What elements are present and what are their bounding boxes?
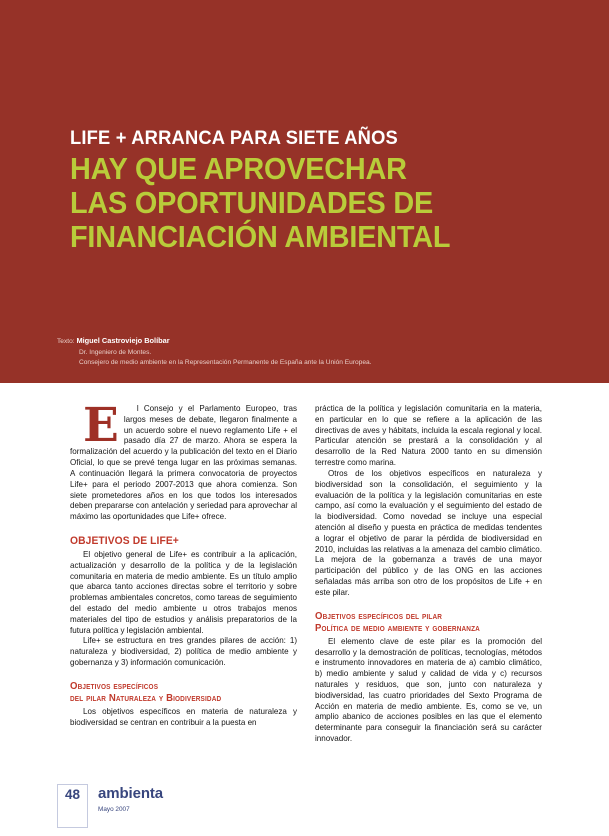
footer-brand-block: [98, 784, 163, 815]
section-heading-politica-gobernanza: [315, 611, 524, 635]
page-footer: [57, 784, 357, 832]
magazine-title: ambienta: [98, 785, 164, 802]
paragraph-otros-objetivos: Otros de los objetivos específicos en naturaleza y biodiversidad son la consolidación, el seguimiento y la evaluación de la política y la legislación comunitarias en este campo, así como la evaluación y el seguimiento del estado de la biodiversidad. Como novedad se incluye una especial atención al diseño y puesta en práctica de medidas tendentes a lograr el objetivo de parar la pérdida de biodiversidad en 2010, incluidas las relativas a la amenaza del cambio climático. La mejora de la gobernanza a través de una mayor participación del público y de las ONG en las acciones señaladas más arriba son otro de los propósitos de Life + en este pilar.: [315, 468, 542, 597]
page-number: 48: [64, 787, 81, 802]
byline-author-row: [57, 335, 372, 348]
issue-date: Mayo 2007: [98, 806, 130, 813]
article-body: [70, 398, 542, 794]
paragraph-pilares: Life+ se estructura en tres grandes pilares de acción: 1) naturaleza y biodiversidad, 2) política de medio ambiente y gobernanza y 3) información comunicación.: [70, 636, 297, 668]
banner-text-block: [70, 128, 569, 254]
article-kicker: LIFE + ARRANCA PARA SIETE AÑOS: [70, 127, 398, 149]
section-heading-line-1: Objetivos específicos: [70, 680, 159, 692]
section-heading-line-2: del pilar Naturaleza y Biodiversidad: [70, 692, 222, 704]
paragraph-naturaleza-intro: Los objetivos específicos en materia de naturaleza y biodiversidad se centran en contribuir a la puesta en: [70, 706, 297, 727]
section-heading-objetivos-life: OBJETIVOS DE LIFE+: [70, 534, 179, 547]
article-headline: [70, 152, 534, 253]
headline-line-3: FINANCIACIÓN AMBIENTAL: [70, 219, 451, 255]
byline: [57, 335, 372, 369]
paragraph-practica-politica: práctica de la política y legislación comunitaria en la materia, en particular en lo que se refiere a la aplicación de las directivas de aves y hábitats, incluida la escala regional y local. Particular atención se prestará a la consolidación y al desarrollo de la Red Natura 2000 tanto en su dimensión terrestre como marina.: [315, 404, 542, 468]
paragraph-intro: [70, 398, 297, 523]
byline-author-name: Miguel Castroviejo Bolíbar: [76, 336, 170, 345]
article-column-left: [70, 398, 297, 729]
headline-line-1: HAY QUE APROVECHAR: [70, 151, 407, 187]
byline-affiliation: Consejero de medio ambiente en la Representación Permanente de España ante la Unión Europea.: [79, 359, 372, 367]
section-heading-line-2: Política de medio ambiente y gobernanza: [315, 622, 480, 634]
masthead-banner: [0, 0, 609, 383]
drop-cap-letter: E: [83, 398, 118, 453]
paragraph-intro-text: l Consejo y el Parlamento Europeo, tras largos meses de debate, llegaron finalmente a un acuerdo sobre el nuevo reglamento Life + el pasado día 27 de marzo. Ahora se espera la formalización del acuerdo y la publicación del texto en el Diario Oficial, lo que se prevé tenga lugar en las próximas semanas. A continuación llegará la primera convocatoria de proyectos Life+ para el periodo 2007-2013 que ahora comienza. Son siete prometedores años en los que todos los interesados deben prepararse con antelación y seriedad para aprovechar al máximo las oportunidades que Life+ ofrece.: [70, 404, 297, 522]
section-heading-line-1: Objetivos específicos del pilar: [315, 610, 443, 622]
headline-line-2: LAS OPORTUNIDADES DE: [70, 185, 434, 221]
byline-label: Texto:: [57, 338, 75, 345]
section-heading-naturaleza-biodiversidad: [70, 681, 279, 705]
paragraph-objetivo-general: El objetivo general de Life+ es contribuir a la aplicación, actualización y desarrollo de la política y de la legislación comunitaria en materia de medio ambiente. Es un título amplio que abarca tanto acciones directas sobre el territorio y sobre problemas ambientales concretos, como tareas de seguimiento del estado del medio ambiente u otros trabajos menos materiales del tipo de estudios y análisis preparatorios de la futura política y legislación ambiental.: [70, 549, 297, 635]
byline-role: Dr. Ingeniero de Montes.: [79, 348, 152, 356]
article-column-right: [315, 404, 542, 745]
paragraph-elemento-clave: El elemento clave de este pilar es la promoción del desarrollo y la demostración de políticas, tecnologías, métodos e instrumento innovadores en materia de a) cambio climático, b) medio ambiente y salud y calidad de vida y c) recursos naturales y residuos, que son, junto con naturaleza y biodiversidad, las cuatro prioridades del Sexto Programa de Acción en materia de medio ambiente. Es, como se ve, un amplio abanico de acciones posibles en las que el elemento determinante para conseguir la financiación será su carácter innovador.: [315, 636, 542, 744]
